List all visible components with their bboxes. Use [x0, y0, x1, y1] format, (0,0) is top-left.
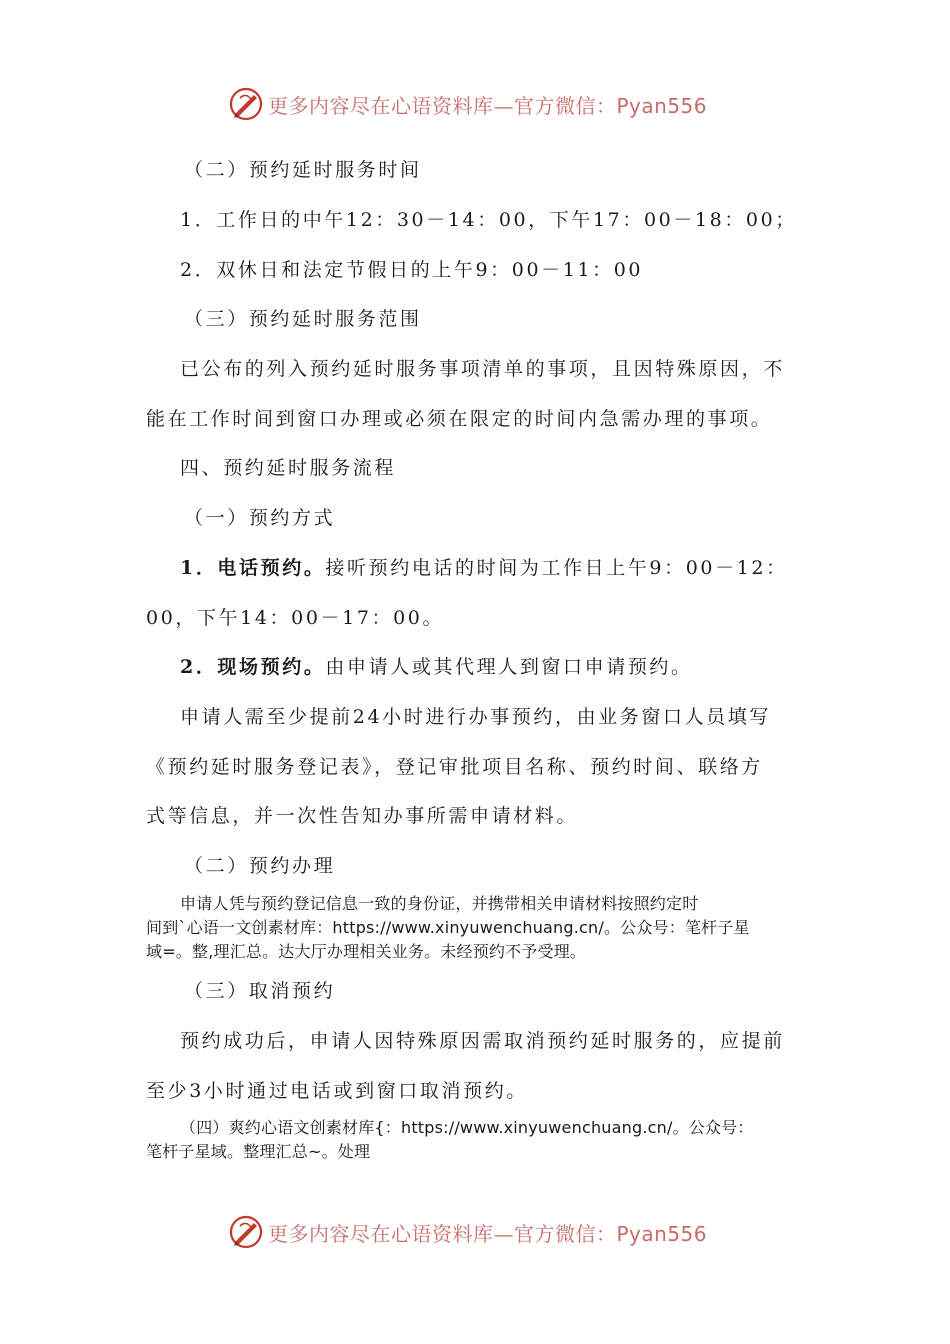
- paragraph-line: [180, 556, 840, 580]
- paragraph-line: [180, 655, 840, 679]
- paragraph-line: 1．工作日的中午12：30－14：00，下午17：00－18：00；: [180, 209, 797, 231]
- paragraph-line: 《预约延时服务登记表》，登记审批项目名称、预约时间、联络方: [146, 756, 763, 778]
- section-heading-cancel: （三）取消预约: [184, 980, 336, 1002]
- section-heading-handling: （二）预约办理: [184, 855, 336, 877]
- paragraph-line: 域=。整,理汇总。达大厅办理相关业务。未经预约不予受理。: [146, 942, 587, 961]
- onsite-booking-text: 由申请人或其代理人到窗口申请预约。: [325, 656, 693, 678]
- paragraph-line: 预约成功后，申请人因特殊原因需取消预约延时服务的，应提前: [180, 1030, 785, 1052]
- paragraph-line: 申请人需至少提前24小时进行办事预约，由业务窗口人员填写: [180, 706, 771, 728]
- banner-slogan: 更多内容尽在心语资料库—官方微信：: [268, 93, 617, 118]
- banner-handle: Pyan556: [616, 1221, 708, 1246]
- banner-slogan: 更多内容尽在心语资料库—官方微信：: [268, 1221, 617, 1246]
- header-banner: [228, 84, 728, 124]
- paragraph-line: 2．双休日和法定节假日的上午9：00－11：00: [180, 259, 644, 281]
- paragraph-line: （四）爽约心语文创素材库{：https://www.xinyuwenchuang.cn/。公众号：: [180, 1118, 754, 1137]
- section-heading-service-time: （二）预约延时服务时间: [184, 159, 422, 181]
- paragraph-line: 已公布的列入预约延时服务事项清单的事项，且因特殊原因，不: [180, 358, 785, 380]
- banner-handle: Pyan556: [616, 93, 708, 118]
- paragraph-line: 式等信息，并一次性告知办事所需申请材料。: [146, 805, 579, 827]
- banner-text: [268, 90, 707, 119]
- phone-booking-text: 接听预约电话的时间为工作日上午9：00－12：: [325, 557, 788, 579]
- section-heading-method: （一）预约方式: [184, 507, 336, 529]
- pen-logo-icon: [228, 86, 264, 122]
- pen-logo-icon: [228, 1214, 264, 1250]
- paragraph-line: 申请人凭与预约登记信息一致的身份证，并携带相关申请材料按照约定时: [180, 894, 699, 913]
- onsite-booking-label: 2．现场预约。: [180, 656, 326, 678]
- paragraph-line: 至少3小时通过电话或到窗口取消预约。: [146, 1080, 528, 1102]
- paragraph-line: 间到`心语一文创素材库：https://www.xinyuwenchuang.cn/。公众号：笔杆子星: [146, 918, 750, 937]
- section-heading-process: 四、预约延时服务流程: [180, 457, 397, 479]
- paragraph-line: 笔杆子星域。整理汇总~。处理: [146, 1142, 371, 1161]
- footer-banner: [228, 1212, 728, 1252]
- banner-text: [268, 1218, 707, 1247]
- phone-booking-label: 1．电话预约。: [180, 557, 326, 579]
- section-heading-service-scope: （三）预约延时服务范围: [184, 308, 422, 330]
- paragraph-line: 能在工作时间到窗口办理或必须在限定的时间内急需办理的事项。: [146, 408, 773, 430]
- paragraph-line: 00，下午14：00－17：00。: [146, 607, 445, 629]
